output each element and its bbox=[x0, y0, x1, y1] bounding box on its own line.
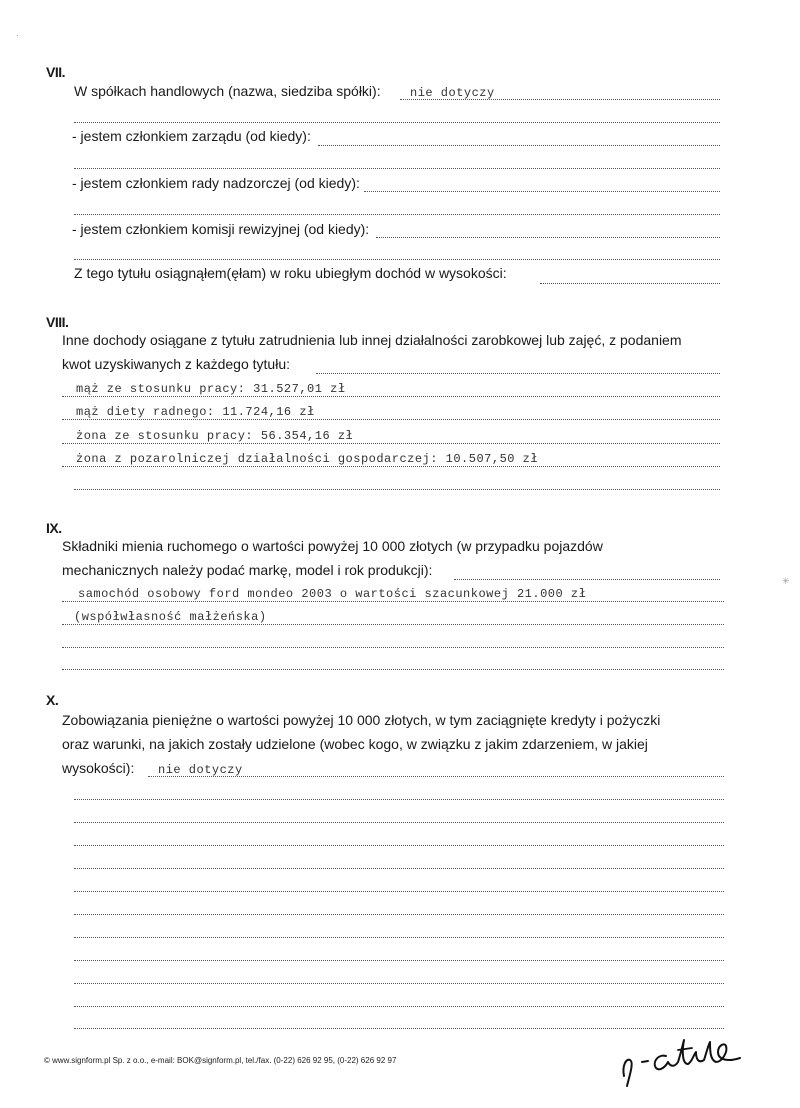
section-vii-heading: VII. bbox=[46, 64, 66, 80]
answer-line bbox=[540, 283, 720, 284]
answer-line bbox=[74, 891, 724, 892]
answer-line bbox=[62, 396, 720, 397]
income-entry: żona z pozarolniczej działalności gospodarczej: 10.507,50 zł bbox=[76, 452, 539, 466]
companies-value: nie dotyczy bbox=[410, 86, 495, 100]
answer-line bbox=[62, 419, 720, 420]
answer-line bbox=[74, 845, 724, 846]
answer-line bbox=[62, 601, 724, 602]
liabilities-label-1: Zobowiązania pieniężne o wartości powyżej 10 000 złotych, w tym zaciągnięte kredyty i pożyczki bbox=[62, 712, 661, 728]
answer-line bbox=[148, 776, 724, 777]
other-income-label-2: kwot uzyskiwanych z każdego tytułu: bbox=[62, 356, 290, 372]
answer-line bbox=[74, 1006, 724, 1007]
answer-line bbox=[74, 960, 724, 961]
answer-line bbox=[62, 466, 720, 467]
answer-line bbox=[400, 99, 720, 100]
movable-assets-label-2: mechanicznych należy podać markę, model i rok produkcji): bbox=[62, 562, 433, 578]
answer-line bbox=[62, 669, 724, 670]
income-entry: mąż diety radnego: 11.724,16 zł bbox=[76, 405, 315, 419]
liabilities-value: nie dotyczy bbox=[158, 763, 243, 777]
section-viii-heading: VIII. bbox=[46, 314, 69, 330]
board-member-label: - jestem członkiem zarządu (od kiedy): bbox=[72, 128, 311, 144]
liabilities-label-2: oraz warunki, na jakich zostały udzielone (wobec kogo, w związku z jakim zdarzeniem, w jakiej bbox=[62, 736, 648, 752]
footer-text: © www.signform.pl Sp. z o.o., e-mail: BOK@signform.pl, tel./fax. (0-22) 626 92 95, (0-22) 626 92 97 bbox=[44, 1056, 397, 1065]
answer-line bbox=[74, 168, 720, 169]
answer-line bbox=[74, 799, 724, 800]
supervisory-board-label: - jestem członkiem rady nadzorczej (od kiedy): bbox=[72, 175, 360, 191]
scan-mark: · bbox=[16, 30, 19, 40]
answer-line bbox=[74, 983, 724, 984]
answer-line bbox=[62, 647, 724, 648]
answer-line bbox=[454, 579, 720, 580]
answer-line bbox=[364, 191, 720, 192]
asset-entry: (współwłasność małżeńska) bbox=[74, 610, 267, 624]
answer-line bbox=[74, 914, 724, 915]
section-x-heading: X. bbox=[46, 692, 59, 708]
answer-line bbox=[74, 868, 724, 869]
liabilities-label-3: wysokości): bbox=[62, 760, 135, 776]
answer-line bbox=[318, 145, 720, 146]
companies-label: W spółkach handlowych (nazwa, siedziba spółki): bbox=[74, 83, 381, 99]
signature bbox=[618, 1026, 748, 1088]
section-ix-heading: IX. bbox=[46, 520, 62, 536]
answer-line bbox=[74, 214, 720, 215]
movable-assets-label-1: Składniki mienia ruchomego o wartości powyżej 10 000 złotych (w przypadku pojazdów bbox=[62, 538, 603, 554]
answer-line bbox=[74, 122, 720, 123]
answer-line bbox=[376, 237, 720, 238]
answer-line bbox=[74, 489, 720, 490]
income-entry: żona ze stosunku pracy: 56.354,16 zł bbox=[76, 429, 354, 443]
asset-entry: samochód osobowy ford mondeo 2003 o wartości szacunkowej 21.000 zł bbox=[78, 587, 587, 601]
income-label: Z tego tytułu osiągnąłem(ęłam) w roku ubiegłym dochód w wysokości: bbox=[74, 265, 507, 281]
income-entry: mąż ze stosunku pracy: 31.527,01 zł bbox=[76, 382, 346, 396]
scan-mark: ✳ bbox=[782, 576, 790, 586]
answer-line bbox=[62, 443, 720, 444]
answer-line bbox=[316, 373, 720, 374]
answer-line bbox=[74, 259, 720, 260]
answer-line bbox=[74, 937, 724, 938]
other-income-label-1: Inne dochody osiągane z tytułu zatrudnienia lub innej działalności zarobkowej lub zajęć, z podaniem bbox=[62, 332, 682, 348]
audit-committee-label: - jestem członkiem komisji rewizyjnej (od kiedy): bbox=[72, 221, 370, 237]
answer-line bbox=[62, 624, 724, 625]
answer-line bbox=[74, 822, 724, 823]
